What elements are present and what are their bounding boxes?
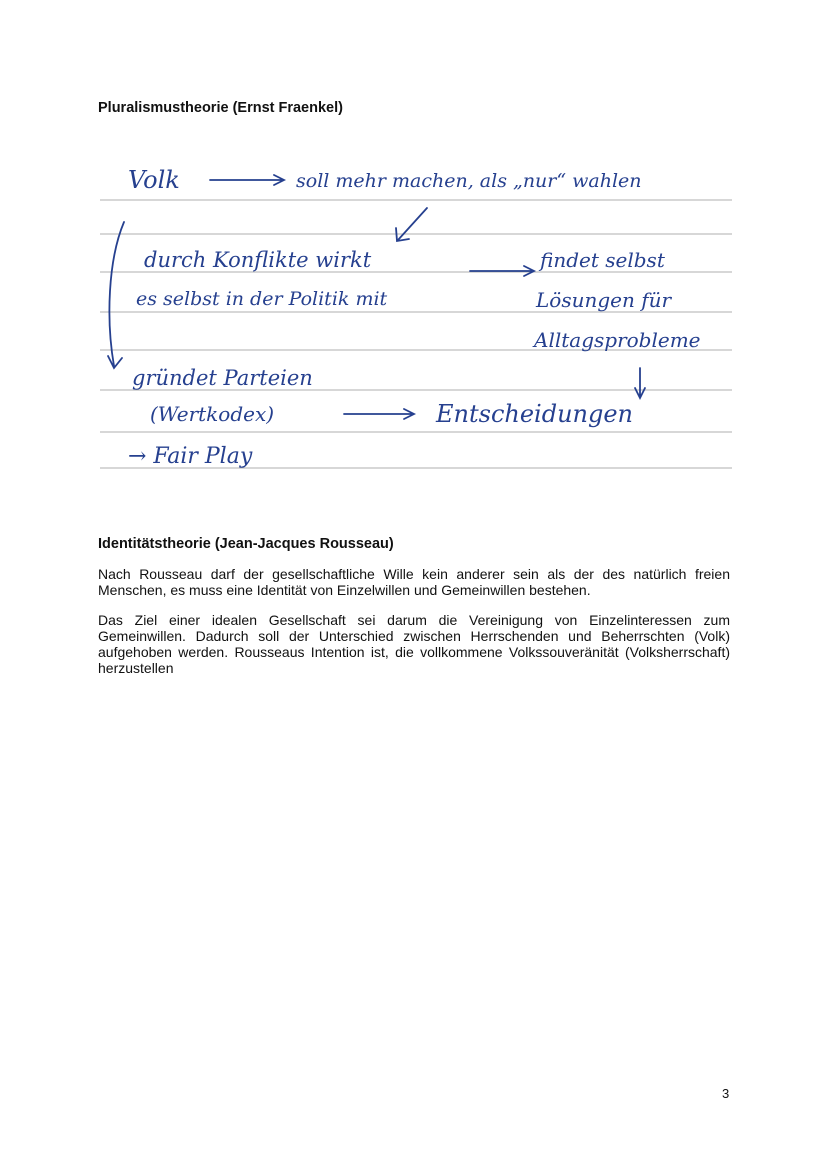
note-alltags: Alltagsprobleme (534, 328, 701, 352)
note-gruendet: gründet Parteien (132, 366, 313, 390)
arrow-volk-soll (210, 175, 284, 185)
arrow-soll-durch (396, 208, 427, 241)
note-volk: Volk (128, 166, 180, 194)
note-soll: soll mehr machen, als „nur“ wahlen (296, 170, 642, 192)
arrow-wirkt-findet (470, 266, 534, 276)
note-es-selbst: es selbst in der Politik mit (136, 288, 388, 310)
arrow-alltags-entscheidungen (635, 368, 645, 398)
page-number: 3 (722, 1086, 730, 1101)
arrow-wertkodex-entscheidungen (344, 409, 414, 419)
paragraph-1: Nach Rousseau darf der gesellschaftliche Wille kein anderer sein als der des natürlich freien Menschen, es muss eine Identität von Einzelwillen und Gemeinwillen bestehen. (98, 566, 730, 598)
note-findet: findet selbst (540, 248, 665, 272)
section-heading-identitaetstheorie: Identitätstheorie (Jean-Jacques Rousseau) (98, 536, 394, 552)
bracket-left (108, 222, 124, 368)
handwritten-note (92, 150, 742, 490)
ruled-lines-and-arrows (92, 150, 742, 490)
section-heading-pluralismustheorie: Pluralismustheorie (Ernst Fraenkel) (98, 100, 343, 116)
note-durch: durch Konflikte wirkt (144, 248, 372, 272)
paragraph-2: Das Ziel einer idealen Gesellschaft sei darum die Vereinigung von Einzelinteressen zum Gemeinwillen. Dadurch soll der Unterschied zwischen Herrschenden und Beherrschten (Volk) aufgehoben werden. Rousseaus Intention ist, die vollkommene Volkssouveränität (Volksherrschaft) herzustellen (98, 612, 730, 676)
note-loesungen: Lösungen für (536, 288, 672, 312)
note-entscheidungen: Entscheidungen (436, 400, 634, 428)
note-fair-play: → Fair Play (128, 444, 253, 469)
note-wertkodex: (Wertkodex) (150, 402, 275, 426)
